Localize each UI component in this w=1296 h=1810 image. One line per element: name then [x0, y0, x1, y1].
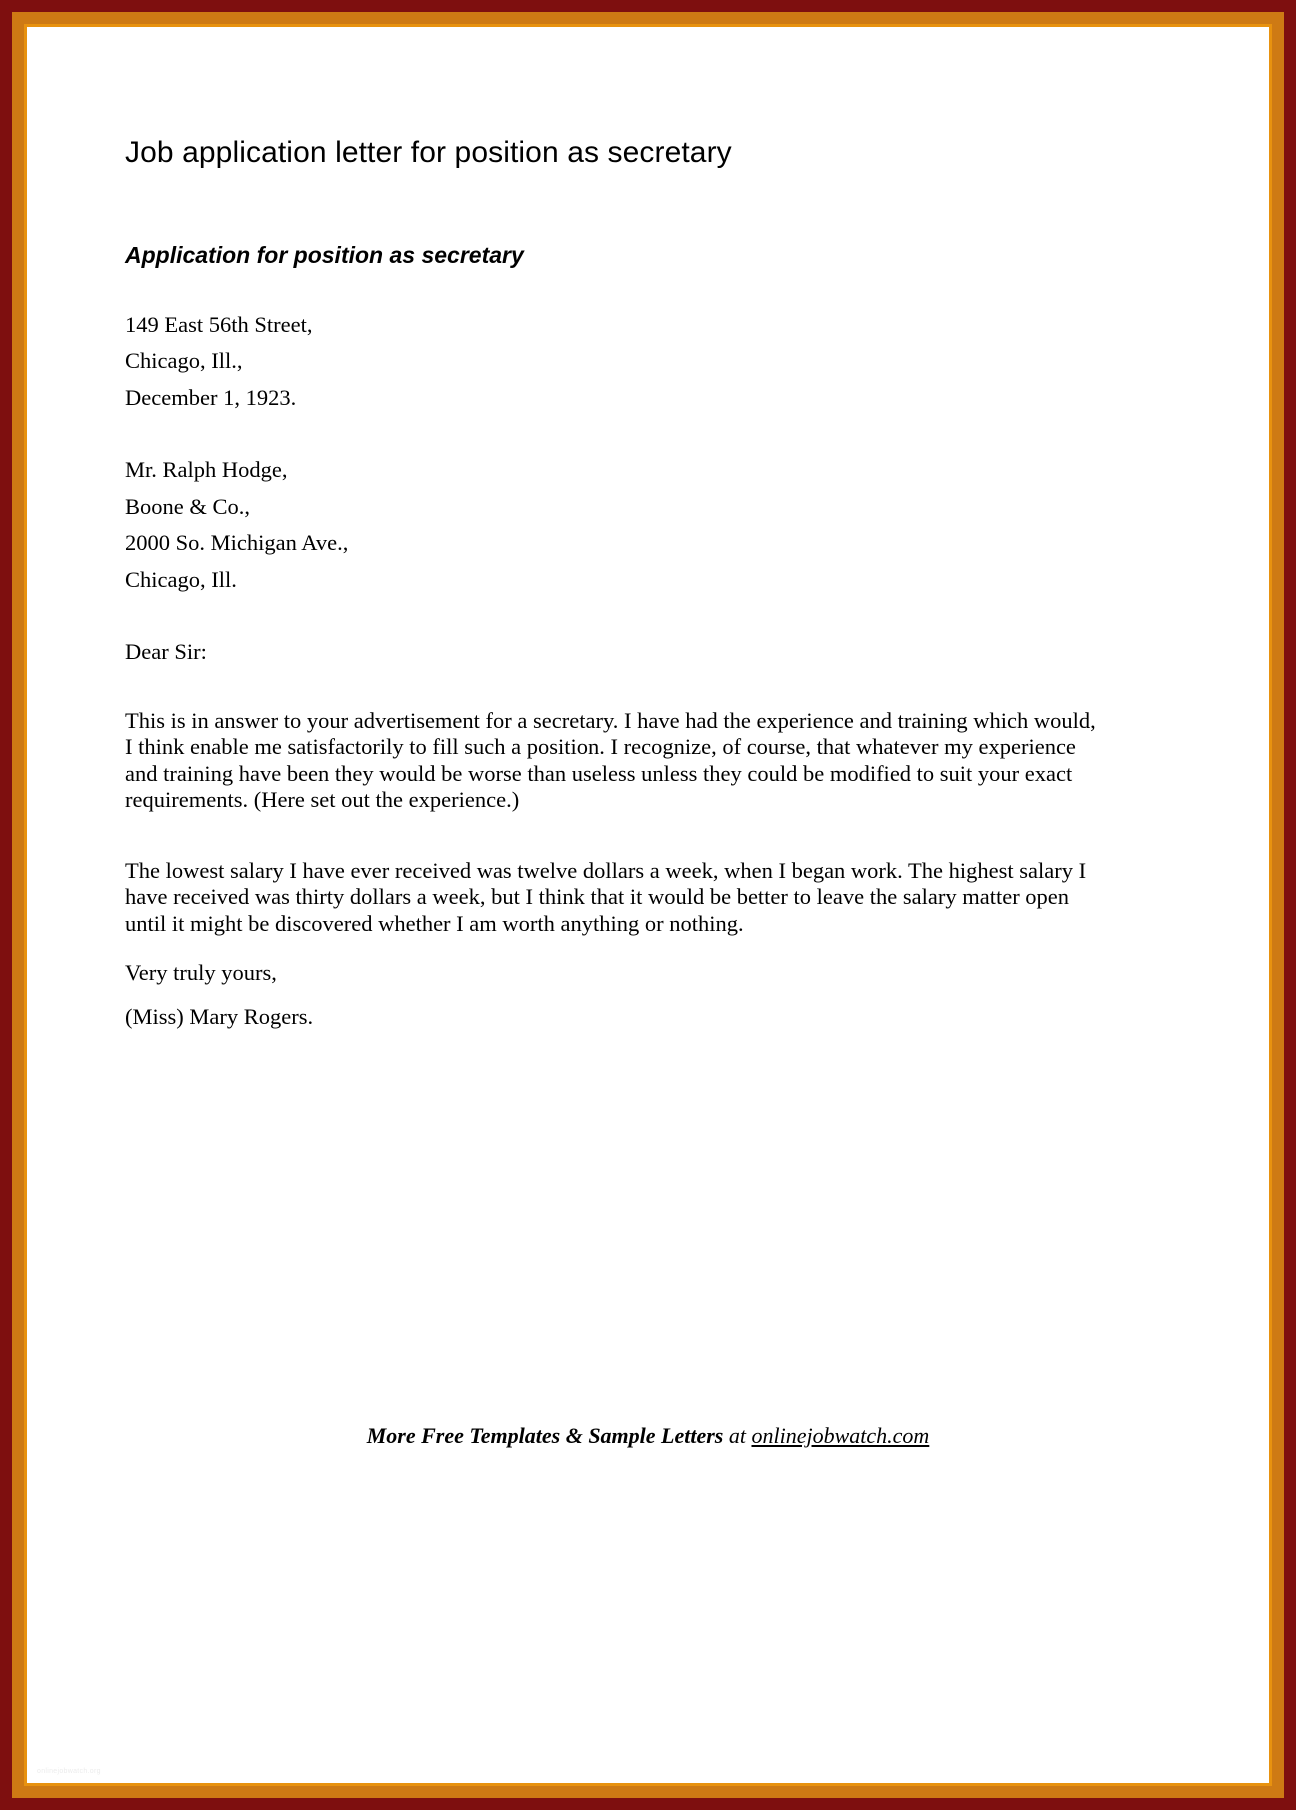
watermark-text: onlinejobwatch.org — [37, 1768, 101, 1775]
signature-line: (Miss) Mary Rogers. — [125, 1004, 314, 1030]
sender-address-line: Chicago, Ill., — [125, 348, 243, 374]
letter-content — [125, 135, 1097, 1029]
sender-address-block — [125, 311, 1097, 410]
footer — [27, 1423, 1269, 1449]
footer-lead-text: More Free Templates & Sample Letters — [366, 1423, 724, 1448]
closing-line: Very truly yours, — [125, 959, 277, 985]
body-paragraph: This is in answer to your advertisement for a secretary. I have had the experience and training which would, I think enable me satisfactorily to fill such a position. I recognize, of course, that whatever my experience and training have been they would be worse than useless unless they could be modified to suit your exact requirements. (Here set out the experience.) — [125, 707, 1096, 813]
sender-date-line: December 1, 1923. — [125, 384, 297, 410]
recipient-city-line: Chicago, Ill. — [125, 566, 237, 592]
footer-at-text: at — [723, 1423, 752, 1448]
recipient-address-block — [125, 459, 1097, 591]
salutation: Dear Sir: — [125, 639, 207, 665]
recipient-name-line: Mr. Ralph Hodge, — [125, 457, 288, 483]
letter-sheet — [27, 27, 1269, 1783]
recipient-street-line: 2000 So. Michigan Ave., — [125, 530, 349, 556]
sender-address-line: 149 East 56th Street, — [125, 311, 313, 337]
body-paragraph: The lowest salary I have ever received was twelve dollars a week, when I began work. The highest salary I have received was thirty dollars a week, but I think that it would be better to leave the salary matter open until it might be discovered whether I am worth anything or nothing. — [125, 857, 1087, 937]
recipient-company-line: Boone & Co., — [125, 493, 251, 519]
document-subtitle: Application for position as secretary — [125, 242, 524, 268]
page-title: Job application letter for position as secretary — [125, 136, 732, 169]
footer-website-link[interactable]: onlinejobwatch.com — [751, 1423, 930, 1448]
